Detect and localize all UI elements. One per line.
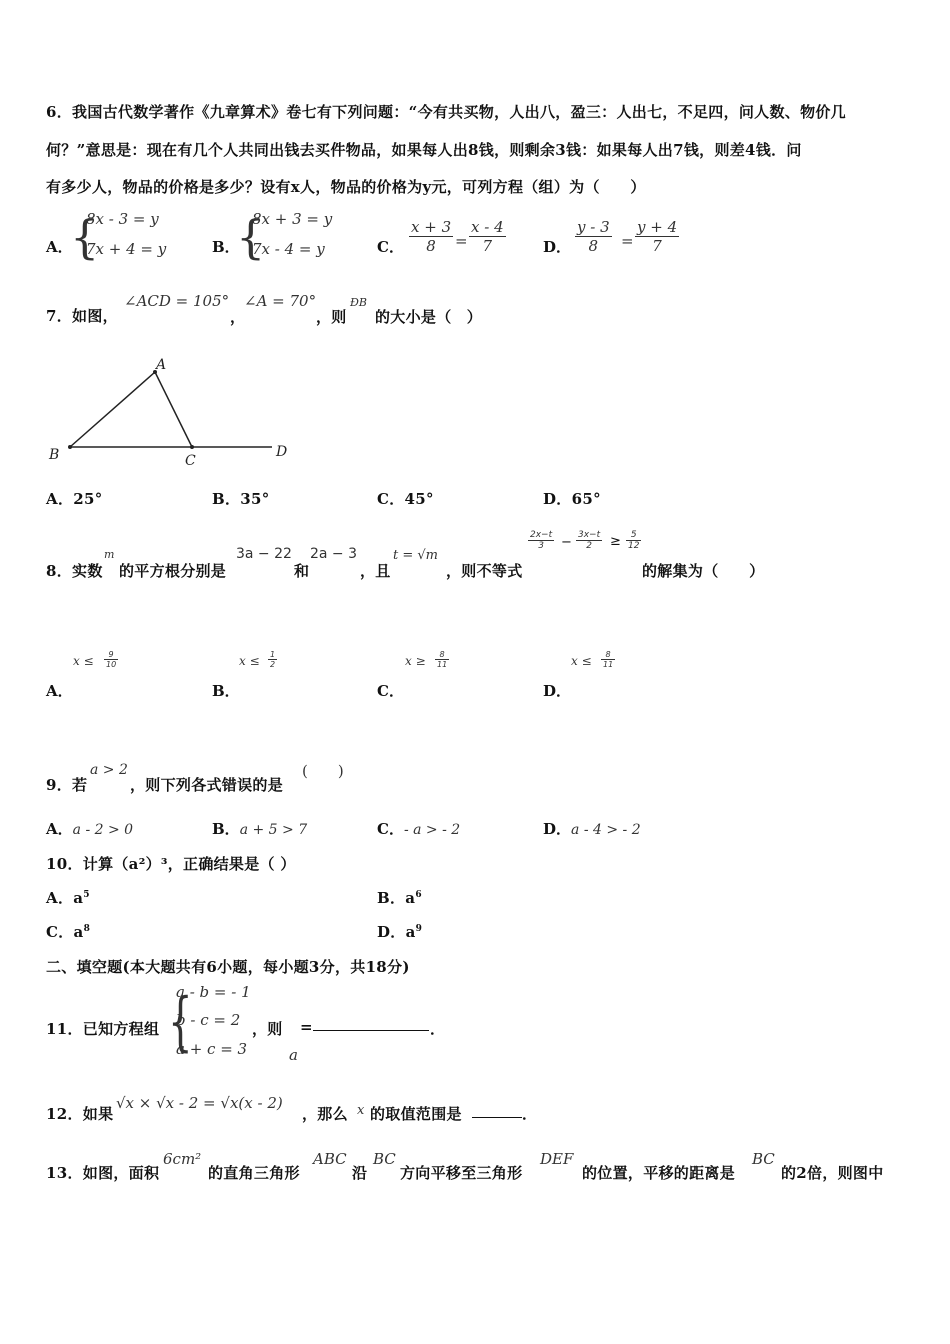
q9-cond: a > 2 — [90, 762, 128, 778]
q6-line1: 6．我国古代数学著作《九章算术》卷七有下列问题：“今有共买物，人出八，盈三：人出七，不足四，问人数、物价几 — [46, 103, 846, 121]
q11-eq1: a - b = - 1 — [176, 983, 251, 1001]
q7-option-b: B．35° — [212, 490, 270, 508]
q9-paren: ( ) — [302, 762, 344, 780]
q10-option-b: B．$a^6$ — [377, 889, 422, 907]
q8-part4: 的解集为（ ） — [642, 562, 765, 580]
q8-prefix: 8．实数 — [46, 562, 103, 580]
q8-part1: 的平方根分别是 — [119, 562, 227, 580]
q12-suffix: 的取值范围是 — [370, 1105, 462, 1123]
q8-and: 和 — [294, 562, 310, 580]
q12-x: x — [357, 1103, 365, 1118]
q8-expr2: 2a − 3 — [310, 546, 358, 562]
q7-label-b: B — [49, 447, 60, 463]
q13-bc2: BC — [752, 1150, 775, 1168]
q8-part3: ，则不等式 — [446, 562, 523, 580]
q7-label-a: A — [156, 357, 167, 373]
q11-end: ． — [430, 1020, 446, 1038]
q7-label-d: D — [276, 444, 288, 460]
q12-expr: √x × √x - 2 = √x(x - 2) — [116, 1094, 283, 1112]
q8-part2: ，且 — [360, 562, 391, 580]
q12-prefix: 12．如果 — [46, 1105, 114, 1123]
q8-tdef: t = √m — [393, 548, 438, 563]
q9-option-d: D．a - 4 > - 2 — [543, 820, 641, 838]
q13-p5: 的2倍，则图中 — [781, 1164, 884, 1182]
q13-p3: 方向平移至三角形 — [400, 1164, 523, 1182]
q11-equals: = — [300, 1018, 313, 1036]
q7-option-d: D．65° — [543, 490, 601, 508]
q10-option-c: C．$a^8$ — [46, 923, 91, 941]
q7-option-a: A．25° — [46, 490, 103, 508]
q10-text: 10．计算（a²）³，正确结果是（ ） — [46, 855, 296, 873]
q9-option-c: C．- a > - 2 — [377, 820, 461, 838]
q7-angle: ÐB — [350, 296, 367, 309]
q13-p2: 沿 — [352, 1164, 368, 1182]
q8-m: m — [104, 548, 115, 561]
q13-def: DEF — [540, 1150, 574, 1168]
q13-p4: 的位置，平移的距离是 — [582, 1164, 736, 1182]
q9-option-a: A．a - 2 > 0 — [46, 820, 134, 838]
q12-mid: ，那么 — [302, 1105, 348, 1123]
q7-label-c: C — [185, 453, 196, 469]
q13-p1: 的直角三角形 — [208, 1164, 300, 1182]
q7-triangle-figure — [40, 352, 300, 472]
q11-eq2: b - c = 2 — [176, 1011, 241, 1029]
q11-mid: ，则 — [252, 1020, 283, 1038]
q12-end: ． — [522, 1105, 538, 1123]
q7-option-c: C．45° — [377, 490, 434, 508]
q13-area: 6cm² — [163, 1150, 202, 1168]
q7-comma: ， — [230, 308, 246, 326]
q13-abc: ABC — [313, 1150, 347, 1168]
q10-option-a: A．$a^5$ — [46, 889, 90, 907]
q11-brace: { — [168, 985, 193, 1059]
q11-answer-blank[interactable] — [313, 1030, 429, 1031]
q7-suffix: 的大小是（ ） — [375, 308, 483, 326]
q9-suffix: ，则下列各式错误的是 — [130, 776, 284, 794]
q10-option-d: D．$a^9$ — [377, 923, 423, 941]
q11-eq3: a + c = 3 — [176, 1040, 248, 1058]
q9-option-b: B．a + 5 > 7 — [212, 820, 308, 838]
q12-answer-blank[interactable] — [472, 1117, 522, 1118]
q9-prefix: 9．若 — [46, 776, 88, 794]
q6-line3: 有多少人，物品的价格是多少？设有x人，物品的价格为y元，可列方程（组）为（ ） — [46, 178, 646, 196]
q13-prefix: 13．如图，面积 — [46, 1164, 160, 1182]
q7-prefix: 7．如图， — [46, 307, 118, 325]
q7-cond1: ∠ACD = 105° — [124, 292, 230, 310]
q6-line2: 何？”意思是：现在有几个人共同出钱去买件物品，如果每人出8钱，则剩余3钱：如果每人出7钱，则差4钱．问 — [46, 141, 802, 159]
q11-prefix: 11．已知方程组 — [46, 1020, 160, 1038]
q13-bc: BC — [373, 1150, 396, 1168]
q7-cond2: ∠A = 70° — [244, 292, 317, 310]
q8-expr1: 3a − 22 — [236, 546, 292, 562]
section2-heading: 二、填空题(本大题共有6小题，每小题3分，共18分) — [46, 958, 410, 976]
q11-a-label: a — [289, 1046, 298, 1064]
q7-mid: ，则 — [316, 308, 347, 326]
